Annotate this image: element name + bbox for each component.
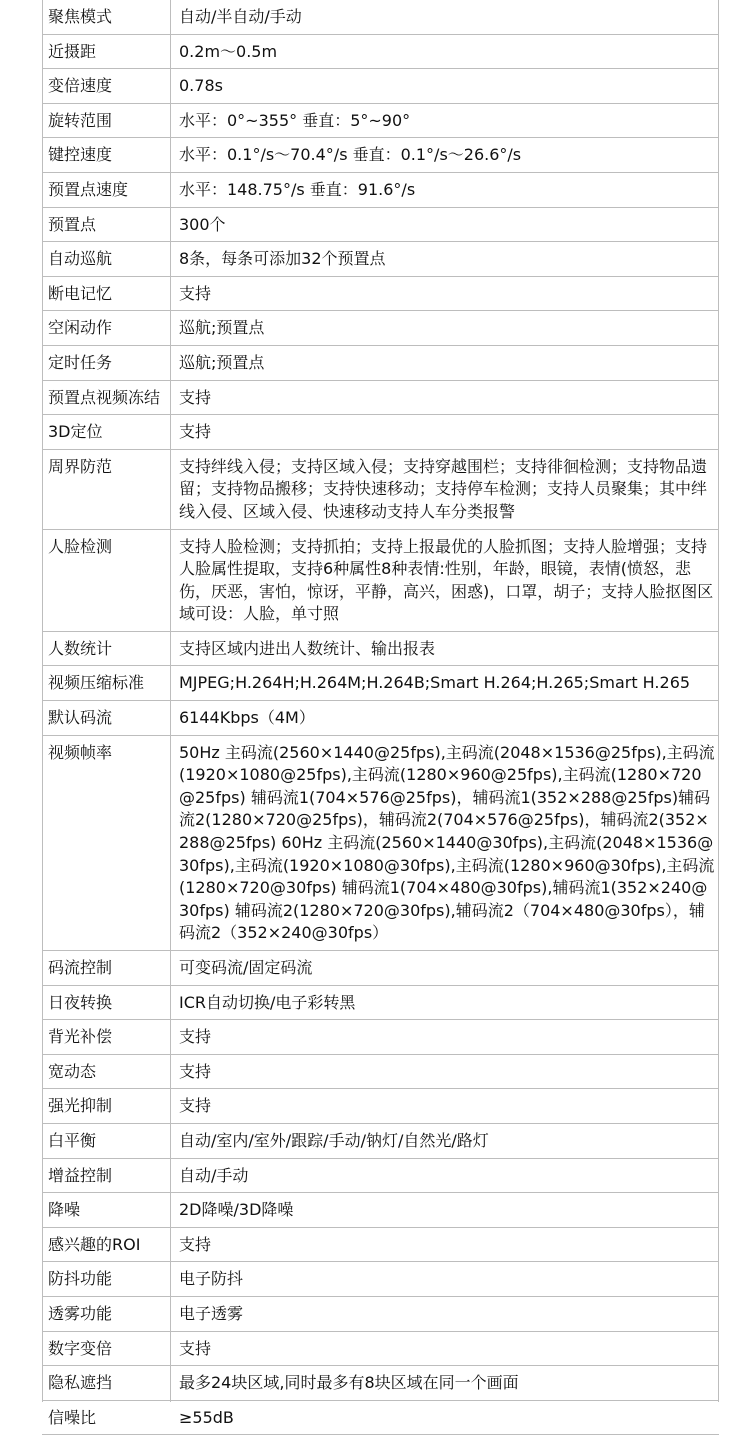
spec-label: 白平衡 — [42, 1123, 170, 1158]
table-row — [42, 276, 719, 311]
spec-value: 支持 — [170, 380, 719, 415]
table-row — [42, 0, 719, 34]
table-row — [42, 207, 719, 242]
spec-value: 支持 — [170, 1020, 719, 1055]
spec-value: 支持 — [170, 1331, 719, 1366]
spec-label: 强光抑制 — [42, 1089, 170, 1124]
spec-value: 支持人脸检测；支持抓拍；支持上报最优的人脸抓图；支持人脸增强；支持人脸属性提取，支持6种属性8种表情:性别，年龄，眼镜，表情(愤怒，悲伤，厌恶，害怕，惊讶，平静，高兴，困惑)，口罩，胡子；支持人脸抠图区域可设：人脸，单寸照 — [170, 529, 719, 631]
spec-value: 自动/半自动/手动 — [170, 0, 719, 34]
spec-value: 支持 — [170, 415, 719, 450]
table-row — [42, 631, 719, 666]
table-row — [42, 529, 719, 631]
spec-label: 透雾功能 — [42, 1296, 170, 1331]
spec-label: 增益控制 — [42, 1158, 170, 1193]
table-row — [42, 1262, 719, 1297]
spec-value: 300个 — [170, 207, 719, 242]
spec-label: 感兴趣的ROI — [42, 1227, 170, 1262]
spec-value: ≥55dB — [170, 1400, 719, 1435]
table-row — [42, 735, 719, 950]
spec-value: 支持 — [170, 1089, 719, 1124]
spec-label: 人数统计 — [42, 631, 170, 666]
table-row — [42, 415, 719, 450]
spec-value: 水平：0°~355° 垂直：5°~90° — [170, 103, 719, 138]
spec-value: 水平：0.1°/s〜70.4°/s 垂直：0.1°/s〜26.6°/s — [170, 138, 719, 173]
spec-label: 日夜转换 — [42, 985, 170, 1020]
spec-value: 支持绊线入侵；支持区域入侵；支持穿越围栏；支持徘徊检测；支持物品遗留；支持物品搬移；支持快速移动；支持停车检测；支持人员聚集；其中绊线入侵、区域入侵、快速移动支持人车分类报警 — [170, 449, 719, 529]
spec-value: 0.78s — [170, 69, 719, 104]
table-row — [42, 138, 719, 173]
spec-label: 键控速度 — [42, 138, 170, 173]
table-row — [42, 69, 719, 104]
table-row — [42, 951, 719, 986]
spec-value: 支持区域内进出人数统计、输出报表 — [170, 631, 719, 666]
spec-label: 数字变倍 — [42, 1331, 170, 1366]
spec-label: 近摄距 — [42, 34, 170, 69]
spec-label: 降噪 — [42, 1193, 170, 1228]
table-row — [42, 1054, 719, 1089]
table-row — [42, 380, 719, 415]
spec-label: 旋转范围 — [42, 103, 170, 138]
spec-value: ICR自动切换/电子彩转黑 — [170, 985, 719, 1020]
spec-label: 预置点视频冻结 — [42, 380, 170, 415]
spec-value: 可变码流/固定码流 — [170, 951, 719, 986]
spec-table-body — [42, 0, 719, 1435]
spec-value: 电子防抖 — [170, 1262, 719, 1297]
table-row — [42, 449, 719, 529]
spec-value: 巡航;预置点 — [170, 311, 719, 346]
table-row — [42, 242, 719, 277]
table-row — [42, 1331, 719, 1366]
spec-value: 自动/手动 — [170, 1158, 719, 1193]
spec-label: 隐私遮挡 — [42, 1366, 170, 1401]
spec-value: MJPEG;H.264H;H.264M;H.264B;Smart H.264;H.265;Smart H.265 — [170, 666, 719, 701]
spec-label: 定时任务 — [42, 345, 170, 380]
spec-label: 周界防范 — [42, 449, 170, 529]
spec-value: 8条，每条可添加32个预置点 — [170, 242, 719, 277]
spec-label: 视频帧率 — [42, 735, 170, 950]
spec-label: 背光补偿 — [42, 1020, 170, 1055]
table-row — [42, 666, 719, 701]
table-row — [42, 1400, 719, 1435]
table-row — [42, 1366, 719, 1401]
spec-label: 自动巡航 — [42, 242, 170, 277]
table-row — [42, 311, 719, 346]
spec-label: 默认码流 — [42, 701, 170, 736]
spec-label: 聚焦模式 — [42, 0, 170, 34]
table-row — [42, 701, 719, 736]
spec-label: 空闲动作 — [42, 311, 170, 346]
spec-label: 防抖功能 — [42, 1262, 170, 1297]
spec-value: 自动/室内/室外/跟踪/手动/钠灯/自然光/路灯 — [170, 1123, 719, 1158]
spec-value: 50Hz 主码流(2560×1440@25fps),主码流(2048×1536@25fps),主码流(1920×1080@25fps),主码流(1280×960@25fps),主码流(1280×720@25fps) 辅码流1(704×576@25fps)，辅码流1(352×288@25fps)辅码流2(1280×720@25fps)，辅码流2(704×576@25fps)，辅码流2(352×288@25fps) 60Hz 主码流(2560×1440@30fps),主码流(2048×1536@30fps),主码流(1920×1080@30fps),主码流(1280×960@30fps),主码流(1280×720@30fps) 辅码流1(704×480@30fps),辅码流1(352×240@30fps) 辅码流2(1280×720@30fps),辅码流2（704×480@30fps），辅码流2（352×240@30fps） — [170, 735, 719, 950]
spec-label: 码流控制 — [42, 951, 170, 986]
table-row — [42, 172, 719, 207]
spec-label: 视频压缩标准 — [42, 666, 170, 701]
spec-value: 0.2m〜0.5m — [170, 34, 719, 69]
spec-label: 变倍速度 — [42, 69, 170, 104]
table-row — [42, 1020, 719, 1055]
spec-value: 最多24块区域,同时最多有8块区域在同一个画面 — [170, 1366, 719, 1401]
table-row — [42, 1158, 719, 1193]
spec-value: 水平：148.75°/s 垂直：91.6°/s — [170, 172, 719, 207]
table-row — [42, 1296, 719, 1331]
table-row — [42, 1193, 719, 1228]
table-row — [42, 985, 719, 1020]
spec-label: 宽动态 — [42, 1054, 170, 1089]
table-row — [42, 1227, 719, 1262]
spec-label: 人脸检测 — [42, 529, 170, 631]
spec-value: 电子透雾 — [170, 1296, 719, 1331]
table-row — [42, 34, 719, 69]
table-row — [42, 345, 719, 380]
spec-value: 支持 — [170, 1227, 719, 1262]
spec-value: 2D降噪/3D降噪 — [170, 1193, 719, 1228]
table-row — [42, 1123, 719, 1158]
spec-value: 支持 — [170, 1054, 719, 1089]
spec-table — [42, 0, 719, 1435]
spec-label: 预置点 — [42, 207, 170, 242]
spec-value: 巡航;预置点 — [170, 345, 719, 380]
spec-label: 3D定位 — [42, 415, 170, 450]
table-row — [42, 103, 719, 138]
spec-value: 6144Kbps（4M） — [170, 701, 719, 736]
spec-value: 支持 — [170, 276, 719, 311]
table-row — [42, 1089, 719, 1124]
spec-label: 断电记忆 — [42, 276, 170, 311]
spec-label: 信噪比 — [42, 1400, 170, 1435]
spec-label: 预置点速度 — [42, 172, 170, 207]
